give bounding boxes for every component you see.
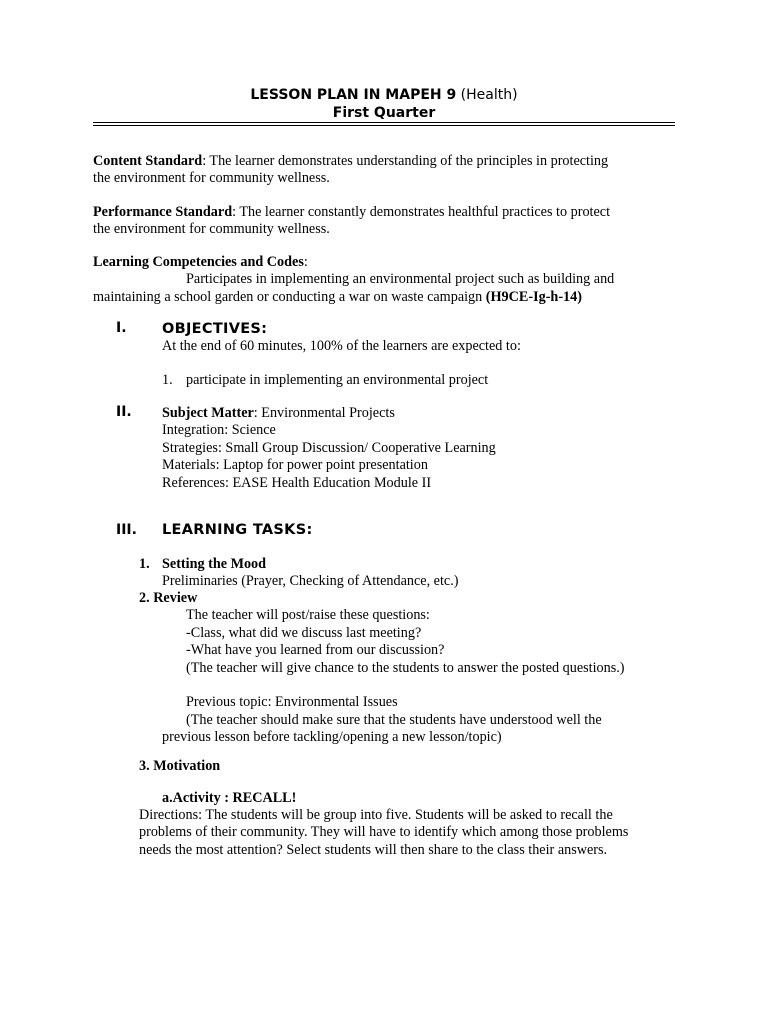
review-title [139,590,699,607]
activity-title [162,790,296,807]
directions-line2: problems of their community. They will have to identify which among those problems [139,824,629,841]
objective-item-number: 1. [162,372,173,388]
review-section [139,590,699,747]
directions-line1: Directions: The students will be group into five. Students will be asked to recall the [139,807,613,823]
content-standard-line1 [93,153,693,170]
title-bold: LESSON PLAN IN MAPEH 9 [250,87,457,103]
competencies-line2 [93,289,693,306]
review-line6: (The teacher should make sure that the students have understood well the [186,711,602,728]
competencies-line2-text: maintaining a school garden or conducting a war on waste campaign [93,288,486,305]
subject-matter-label: Subject Matter [162,405,254,421]
content-standard-text1: : The learner demonstrates understanding of the principles in protecting [202,153,609,169]
review-line3: -What have you learned from our discussion? [186,642,445,659]
motivation-directions [139,807,699,859]
title-line [93,87,675,105]
title-suffix: (Health) [456,87,518,103]
review-spacer [139,677,699,694]
title-rule-thin [93,125,675,126]
performance-standard-line2: the environment for community wellness. [93,221,330,238]
review-line5: Previous topic: Environmental Issues [186,694,398,711]
motivation-title-text: 3. Motivation [139,758,221,774]
title-rule-thick [93,122,675,123]
document-title [93,87,675,122]
review-line7: previous lesson before tackling/opening a new lesson/topic) [162,729,502,746]
objectives-numeral: I. [116,320,127,336]
subject-matter [162,405,682,492]
subtitle [93,105,675,123]
competencies-label: Learning Competencies and Codes [93,254,304,270]
learning-tasks-numeral: III. [116,522,137,538]
setting-mood-number-text: 1. [139,556,150,572]
learning-tasks-heading: LEARNING TASKS: [162,522,313,538]
review-line4: (The teacher will give chance to the students to answer the posted questions.) [186,659,625,676]
strategies-line: Strategies: Small Group Discussion/ Cooperative Learning [162,439,496,456]
content-standard-label: Content Standard [93,153,203,169]
competencies-heading [93,254,693,271]
setting-mood-text: Preliminaries (Prayer, Checking of Attendance, etc.) [162,573,459,590]
competencies-colon: : [303,254,308,270]
review-line1: The teacher will post/raise these questions: [186,607,430,624]
subject-matter-value: : Environmental Projects [253,405,395,421]
objectives-intro: At the end of 60 minutes, 100% of the learners are expected to: [162,338,521,354]
subtitle-text: First Quarter [332,104,436,121]
motivation-title [139,758,220,775]
review-title-text: 2. Review [139,590,198,606]
competency-code: (H9CE-Ig-h-14) [485,288,582,305]
content-standard-line2: the environment for community wellness. [93,170,330,187]
references-line: References: EASE Health Education Module II [162,474,432,491]
objectives-heading: OBJECTIVES: [162,321,268,337]
learning-competencies [93,254,693,306]
materials-line: Materials: Laptop for power point presentation [162,457,428,474]
setting-mood-title [162,556,682,573]
setting-mood-title-text: Setting the Mood [162,556,267,572]
performance-standard [93,204,693,239]
performance-standard-text1: : The learner constantly demonstrates healthful practices to protect [232,204,611,220]
performance-standard-label: Performance Standard [93,204,233,220]
setting-mood [162,556,682,591]
subject-matter-numeral: II. [116,404,132,420]
content-standard [93,153,693,188]
activity-title-text: a.Activity : RECALL! [162,790,297,806]
performance-standard-line1 [93,204,693,221]
subject-matter-line [162,405,682,422]
directions-line3: needs the most attention? Select students will then share to the class their answers. [139,841,608,858]
competencies-line1: Participates in implementing an environmental project such as building and [186,271,615,288]
integration-line: Integration: Science [162,422,276,439]
objective-item-text: participate in implementing an environmental project [186,372,489,388]
setting-mood-number [139,556,150,573]
review-line2: -Class, what did we discuss last meeting? [186,624,422,641]
